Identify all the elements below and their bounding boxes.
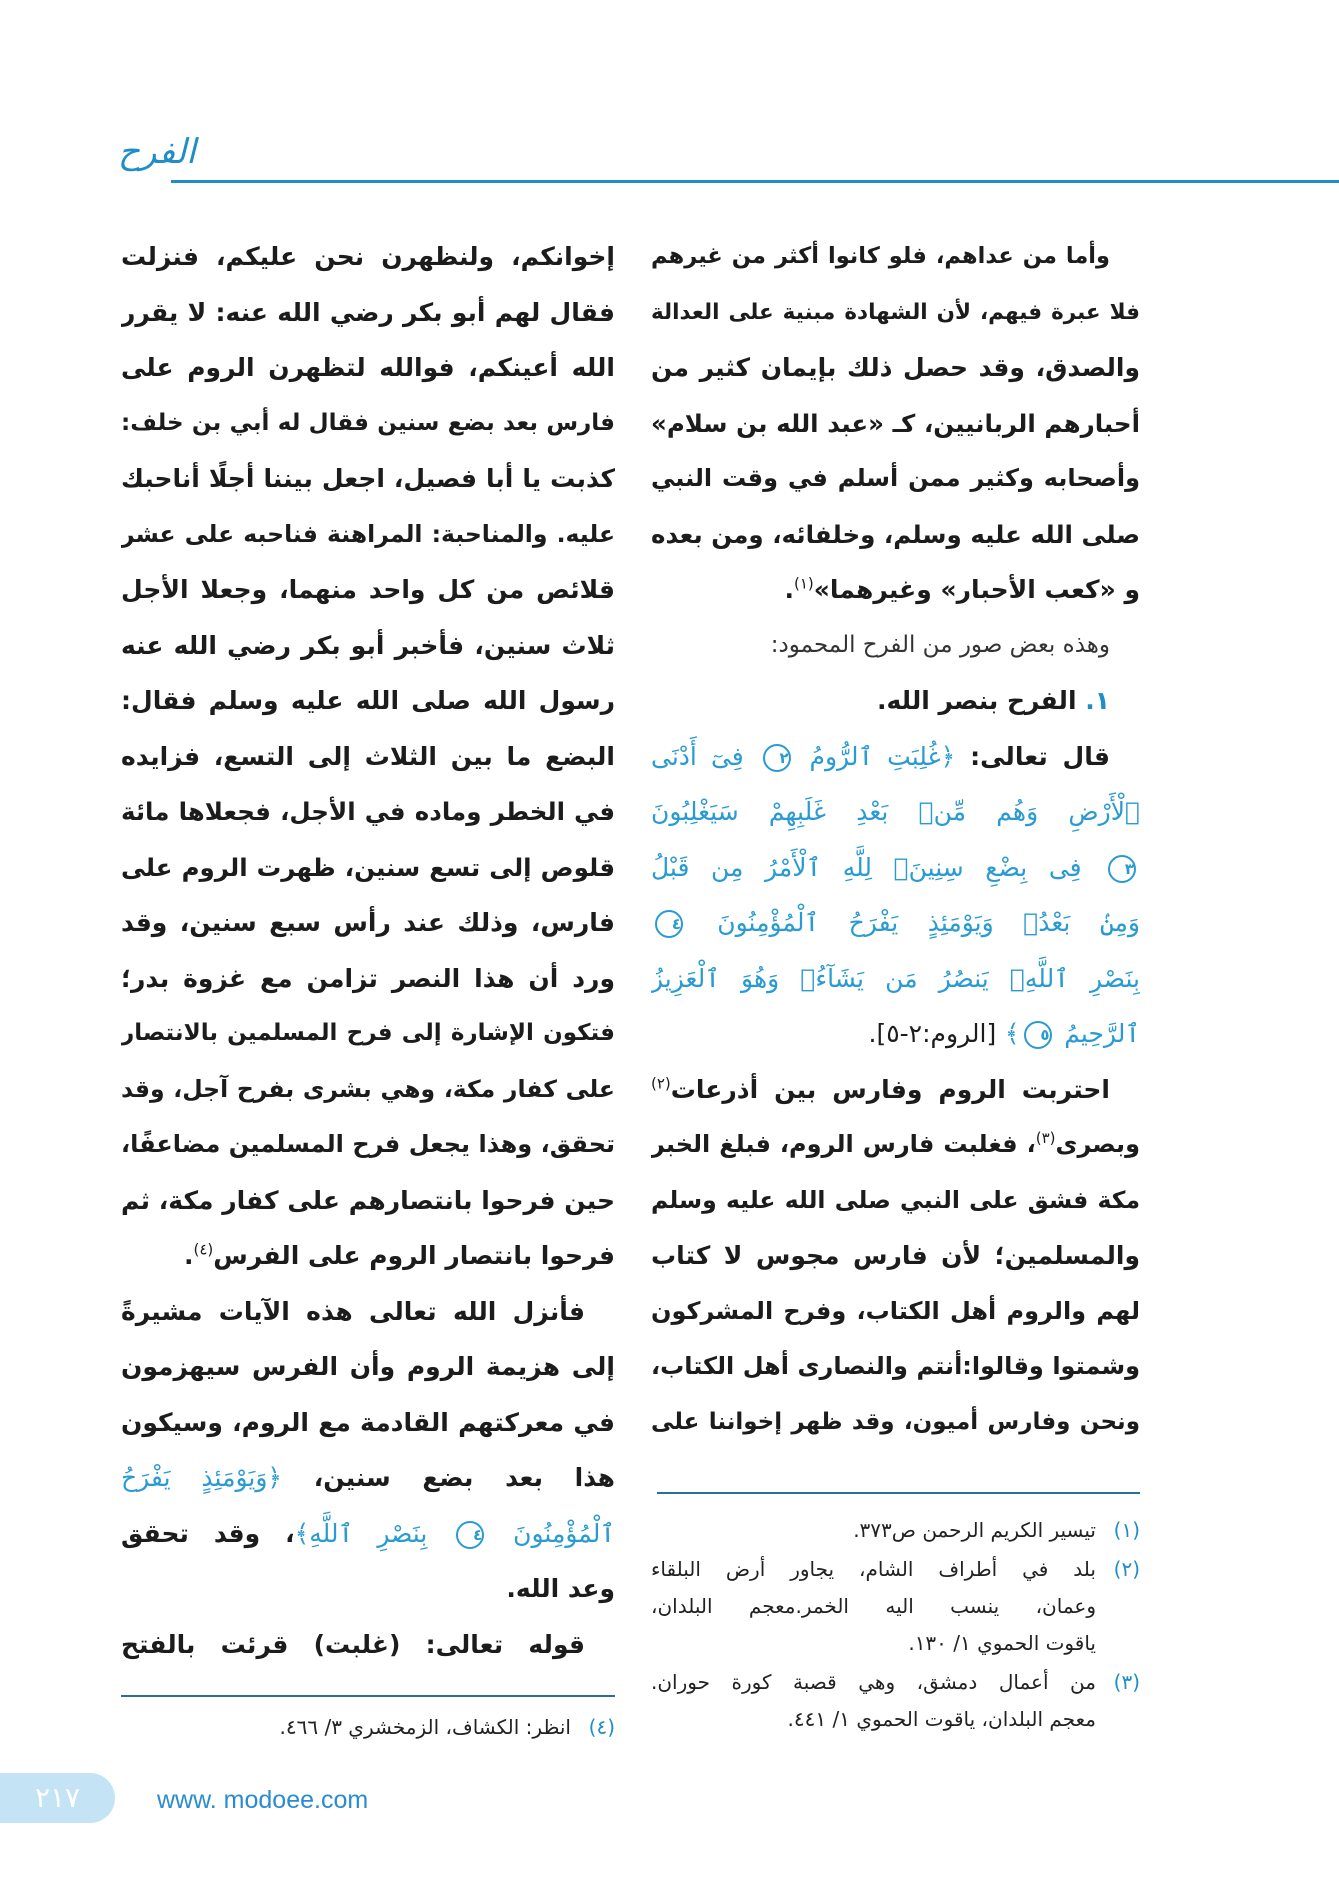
line-text: وبصرى xyxy=(1055,1130,1140,1158)
body-line: قوله تعالى: (غلبت) قرئت بالفتح xyxy=(121,1629,585,1659)
body-line: قلائص من كل واحد منهما، وجعلا الأجل xyxy=(121,575,615,604)
website-url: www. modoee.com xyxy=(157,1786,369,1814)
line-text: ، وقد تحقق xyxy=(121,1518,295,1548)
verse-text: ﴿وَيَوْمَئِذٍ يَفْرَحُ xyxy=(121,1463,283,1492)
left-column xyxy=(121,229,615,1672)
left-footnotes xyxy=(121,1709,615,1746)
body-line: فقال لهم أبو بكر رضي الله عنه: لا يقرر xyxy=(121,297,615,327)
footnote xyxy=(651,1664,1140,1738)
body-line: صلى الله عليه وسلم، وخلفائه، ومن بعده xyxy=(651,519,1140,549)
body-line xyxy=(651,1117,1140,1173)
verse-line xyxy=(651,840,1140,896)
body-line: مكة فشق على النبي صلى الله عليه وسلم xyxy=(651,1185,1140,1214)
ayah-number-marker: ٤ xyxy=(655,910,683,938)
verse-text: فِىٓ أَدْنَى xyxy=(651,741,744,771)
body-line: البضع ما بين الثلاث إلى التسع، فزايده xyxy=(121,741,615,771)
body-line: فتكون الإشارة إلى فرح المسلمين بالانتصار xyxy=(121,1020,615,1046)
footnote-line: وعمان، ينسب اليه الخمر.معجم البلدان، xyxy=(651,1594,1096,1618)
line-text: ، فغلبت فارس الروم، فبلغ الخبر xyxy=(651,1130,1036,1158)
footnote-line: ياقوت الحموي ١/ ١٣٠. xyxy=(908,1631,1096,1655)
line-text: هذا بعد بضع سنين، xyxy=(313,1463,615,1492)
body-line: كذبت يا أبا فصيل، اجعل بيننا أجلًا أناحبك xyxy=(121,464,615,493)
verse-text: ﴿غُلِبَتِ ٱلرُّومُ xyxy=(809,741,956,771)
footnote-line: معجم البلدان، ياقوت الحموي ١/ ٤٤١. xyxy=(787,1707,1096,1731)
footnote-number: (٣) xyxy=(1113,1670,1140,1694)
footnote-separator xyxy=(121,1695,615,1697)
verse-line xyxy=(651,784,1140,840)
body-line: إخوانكم، ولنظهرن نحن عليكم، فنزلت xyxy=(121,242,615,271)
body-line: لهم والروم أهل الكتاب، وفرح المشركون xyxy=(651,1296,1140,1325)
verse-line xyxy=(651,729,1140,785)
body-line: حين فرحوا بانتصارهم على كفار مكة، ثم xyxy=(121,1185,615,1215)
body-line: فارس، وذلك عند رأس سبع سنين، وقد xyxy=(121,908,615,937)
body-line: على كفار مكة، وهي بشرى بفرح آجل، وقد xyxy=(121,1074,615,1103)
verse-text: ٱلْأَرْضِ وَهُم مِّنۢ بَعْدِ غَلَبِهِمْ سَيَغْلِبُونَ xyxy=(651,797,1140,826)
running-header-title: الفرح xyxy=(118,132,196,172)
verse-line xyxy=(651,1006,1140,1062)
body-line: ورد أن هذا النصر تزامن مع غزوة بدر؛ xyxy=(121,963,615,993)
body-line xyxy=(121,1506,615,1562)
footnote xyxy=(651,1551,1140,1662)
section-heading xyxy=(651,673,1140,729)
verse-text: بِنَصْرِ ٱللَّهِۚ يَنصُرُ مَن يَشَآءُۖ وَهُوَ ٱلْعَزِيزُ xyxy=(651,963,1140,993)
footnote-ref: (١) xyxy=(793,574,814,593)
footnote xyxy=(121,1709,615,1746)
footnote-number: (١) xyxy=(1113,1518,1140,1542)
footnote-number: (٢) xyxy=(1113,1557,1140,1581)
footnote-ref: (٣) xyxy=(1035,1129,1056,1147)
body-line: ونحن وفارس أميون، وقد ظهر إخواننا على xyxy=(651,1408,1140,1435)
body-line xyxy=(121,1450,615,1506)
footnote-ref: (٢) xyxy=(651,1074,671,1093)
heading-number: ١. xyxy=(1085,686,1110,715)
footnote-line: بلد في أطراف الشام، يجاور أرض البلقاء xyxy=(651,1557,1096,1581)
body-line: فلا عبرة فيهم، لأن الشهادة مبنية على العدالة xyxy=(651,299,1140,325)
line-end-punctuation: . xyxy=(784,575,794,604)
body-line: وعد الله. xyxy=(506,1574,615,1603)
verse-line xyxy=(651,895,1140,951)
ayah-number-marker: ٥ xyxy=(1024,1021,1052,1049)
body-line: في معركتهم القادمة مع الروم، وسيكون xyxy=(121,1407,615,1437)
verse-text: ٱلرَّحِيمُ xyxy=(1064,1019,1140,1048)
body-line xyxy=(651,1062,1140,1118)
body-line: تحقق، وهذا يجعل فرح المسلمين مضاعفًا، xyxy=(121,1130,615,1158)
footnote-line: انظر: الكشاف، الزمخشري ٣/ ٤٦٦. xyxy=(279,1715,571,1739)
page-number-badge: ٢١٧ xyxy=(0,1773,115,1823)
body-line: أحبارهم الربانيين، كـ «عبد الله بن سلام» xyxy=(651,408,1140,438)
body-line: ثلاث سنين، فأخبر أبو بكر رضي الله عنه xyxy=(121,630,615,660)
footnote-ref: (٤) xyxy=(193,1240,214,1259)
verse-text: فِى بِضْعِ سِنِينَۗ لِلَّهِ ٱلْأَمْرُ مِن قَبْلُ xyxy=(651,852,1082,882)
section-intro: وهذه بعض صور من الفرح المحمود: xyxy=(770,631,1110,658)
heading-text: الفرح بنصر الله. xyxy=(876,686,1077,715)
body-line xyxy=(651,562,1140,618)
body-line: والمسلمين؛ لأن فارس مجوس لا كتاب xyxy=(651,1241,1140,1270)
footnote-separator xyxy=(657,1492,1140,1494)
line-text: احتربت الروم وفارس بين أذرعات xyxy=(670,1074,1110,1104)
line-end-punctuation: . xyxy=(183,1241,194,1270)
ayah-number-marker: ٤ xyxy=(456,1521,484,1549)
verse-text: وَمِنۢ بَعْدُۚ وَيَوْمَئِذٍ يَفْرَحُ ٱلْمُؤْمِنُونَ xyxy=(717,908,1140,937)
verse-close-bracket: ﴾ xyxy=(1004,1019,1020,1048)
footnote-number: (٤) xyxy=(588,1715,615,1739)
verse-text: بِنَصْرِ ٱللَّهِ﴾ xyxy=(294,1518,428,1548)
body-line: إلى هزيمة الروم وأن الفرس سيهزمون xyxy=(121,1352,615,1381)
line-text: فرحوا بانتصار الروم على الفرس xyxy=(213,1241,615,1270)
verse-text: ٱلْمُؤْمِنُونَ xyxy=(513,1518,615,1548)
verse-line xyxy=(651,951,1140,1007)
footnote-line: من أعمال دمشق، وهي قصبة كورة حوران. xyxy=(651,1670,1096,1694)
footnote xyxy=(651,1512,1140,1549)
verse-reference: [الروم:٢-٥]. xyxy=(868,1019,997,1048)
right-footnotes xyxy=(651,1512,1140,1738)
header-rule xyxy=(171,180,1339,183)
body-line: الله أعينكم، فوالله لتظهرن الروم على xyxy=(121,353,615,382)
body-line: عليه. والمناحبة: المراهنة فناحبه على عشر xyxy=(121,519,615,548)
body-line: وأصحابه وكثير ممن أسلم في وقت النبي xyxy=(651,464,1140,492)
line-text: و «كعب الأحبار» وغيرهما» xyxy=(813,575,1140,604)
body-line: والصدق، وقد حصل ذلك بإيمان كثير من xyxy=(651,353,1140,382)
body-line xyxy=(121,1228,615,1284)
footnote-line: تيسير الكريم الرحمن ص٣٧٣. xyxy=(853,1518,1096,1542)
body-line: فأنزل الله تعالى هذه الآيات مشيرةً xyxy=(121,1296,585,1326)
body-line: وأما من عداهم، فلو كانوا أكثر من غيرهم xyxy=(651,243,1110,269)
body-line: في الخطر وماده في الأجل، فجعلاها مائة xyxy=(121,797,615,826)
body-line: فارس بعد بضع سنين فقال له أبي بن خلف: xyxy=(121,409,615,436)
right-column xyxy=(651,229,1140,1450)
ayah-number-marker: ٢ xyxy=(763,744,791,772)
verse-lead: قال تعالى: xyxy=(970,741,1110,771)
body-line: رسول الله صلى الله عليه وسلم فقال: xyxy=(121,686,615,715)
ayah-number-marker: ٣ xyxy=(1108,855,1136,883)
body-line: وشمتوا وقالوا:أنتم والنصارى أهل الكتاب، xyxy=(651,1352,1140,1380)
body-line: قلوص إلى تسع سنين، ظهرت الروم على xyxy=(121,852,615,882)
